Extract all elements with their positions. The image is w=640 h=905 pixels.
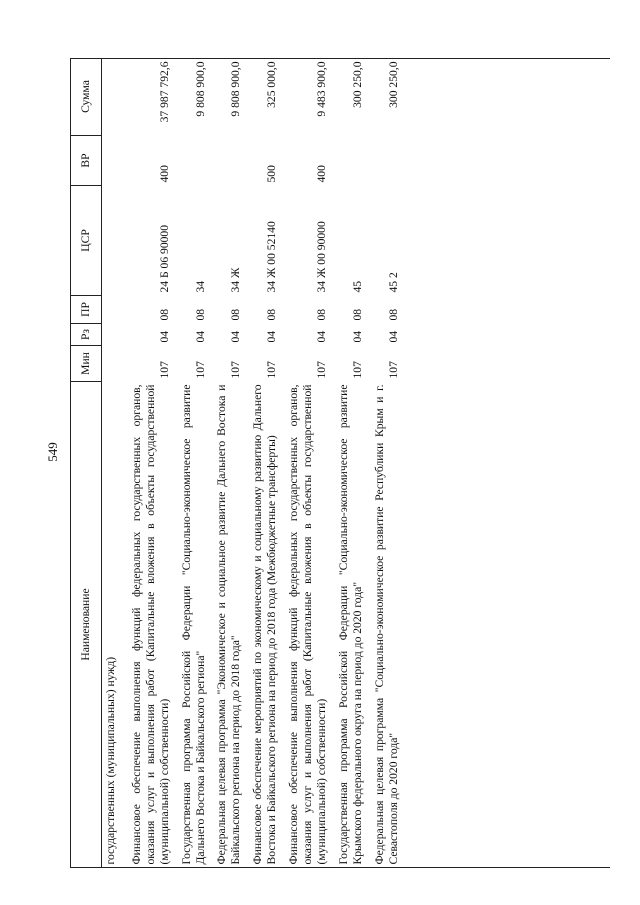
row-name (102, 382, 128, 868)
header-csr: ЦСР (71, 186, 102, 296)
row-name-text: Федеральная целевая программа "Экономическое и социальное развитие Дальнего Востока и Байкальского региона на период до 2018 года" (215, 384, 243, 865)
row-vr (102, 136, 128, 186)
header-pr: ПР (71, 296, 102, 324)
budget-table-container (70, 58, 610, 868)
header-row (71, 58, 102, 868)
row-pr: 08 (265, 308, 279, 321)
row-name (213, 382, 249, 868)
row-sum: 9 483 900,0 (314, 61, 328, 117)
row-csr: 45 (350, 280, 364, 293)
row-name (128, 382, 178, 868)
row-min: 107 (350, 361, 364, 379)
row-csr: 45 2 (386, 272, 400, 293)
row-pr: 08 (350, 308, 364, 321)
row-min (102, 346, 128, 382)
row-rz: 04 (350, 330, 364, 343)
row-name-text: Финансовое обеспечение выполнения функций федеральных государственных органов, оказания услуг и выполнения работ (Капитальные вложения в объекты государственной (муниципальной) собственности) (129, 384, 171, 865)
row-sum: 37 987 792,6 (157, 61, 171, 123)
row-name-text: Финансовое обеспечение выполнения функций федеральных государственных органов, оказания услуг и выполнения работ (Капитальные вложения в объекты государственной (муниципальной) собственности) (287, 384, 328, 865)
row-sum: 9 808 900,0 (229, 61, 243, 117)
row-vr (335, 136, 371, 186)
table-row (371, 58, 403, 868)
row-name (371, 382, 403, 868)
row-vr: 400 (157, 165, 171, 183)
rotated-table-scan (70, 58, 610, 868)
table-vertical-line (70, 58, 610, 59)
row-csr: 34 Ж 00 52140 (265, 221, 279, 293)
header-rz: Рз (71, 324, 102, 346)
table-vertical-line (70, 867, 610, 868)
header-sum: Сумма (71, 58, 102, 136)
page-number (44, 437, 62, 467)
row-name-text: Федеральная целевая программа "Социально-экономическое развитие Республики Крым и г. Севастополя до 2020 года" (372, 384, 400, 865)
row-rz (102, 324, 128, 346)
row-rz: 04 (229, 330, 243, 343)
row-name (285, 382, 335, 868)
table-row (178, 58, 214, 868)
row-csr: 34 Ж (229, 267, 243, 293)
row-vr: 400 (314, 165, 328, 183)
row-vr: 500 (265, 165, 279, 183)
row-pr: 08 (157, 308, 171, 321)
row-min: 107 (157, 361, 171, 379)
row-vr (371, 136, 403, 186)
row-name (249, 382, 285, 868)
row-rz: 04 (386, 330, 400, 343)
table-row (249, 58, 285, 868)
row-min: 107 (386, 361, 400, 379)
row-rz: 04 (265, 330, 279, 343)
row-name-text: Государственная программа Российской Федерации "Социально-экономическое развитие Крымского федерального округа на период до 2020 года" (336, 384, 364, 865)
row-min: 107 (193, 361, 207, 379)
row-csr: 24 Б 06 90000 (157, 224, 171, 293)
row-pr: 08 (229, 308, 243, 321)
row-sum: 325 000,0 (265, 61, 279, 108)
row-rz: 04 (157, 330, 171, 343)
row-rz: 04 (193, 330, 207, 343)
row-rz: 04 (314, 330, 328, 343)
row-pr: 08 (386, 308, 400, 321)
row-sum: 9 808 900,0 (193, 61, 207, 117)
row-csr: 34 Ж 00 90000 (314, 221, 328, 293)
row-name (335, 382, 371, 868)
header-vr: ВР (71, 136, 102, 186)
row-min: 107 (265, 361, 279, 379)
row-name-text: Государственная программа Российской Федерации "Социально-экономическое развитие Дальнего Востока и Байкальского региона" (179, 384, 207, 865)
row-pr: 08 (314, 308, 328, 321)
table-row (102, 58, 128, 868)
row-sum: 300 250,0 (386, 61, 400, 108)
page-number-text: 549 (45, 442, 60, 462)
row-pr: 08 (193, 308, 207, 321)
header-name: Наименование (71, 382, 102, 868)
row-name (178, 382, 214, 868)
budget-table (70, 58, 402, 868)
table-row (128, 58, 178, 868)
header-min: Мин (71, 346, 102, 382)
row-sum: 300 250,0 (350, 61, 364, 108)
row-vr (178, 136, 214, 186)
row-min: 107 (229, 361, 243, 379)
table-row (285, 58, 335, 868)
row-vr (213, 136, 249, 186)
row-name-text: Финансовое обеспечение мероприятий по экономическому и социальному развитию Дальнего Востока и Байкальского региона на период до 2018 года (Межбюджетные трансферты) (251, 384, 279, 865)
row-csr: 34 (193, 280, 207, 293)
table-body (102, 58, 403, 868)
row-csr (102, 186, 128, 296)
row-name-text: государственных (муниципальных) нужд) (104, 656, 117, 865)
table-row (335, 58, 371, 868)
row-sum (102, 58, 128, 136)
row-pr (102, 296, 128, 324)
table-header (71, 58, 102, 868)
table-row (213, 58, 249, 868)
row-min: 107 (314, 361, 328, 379)
